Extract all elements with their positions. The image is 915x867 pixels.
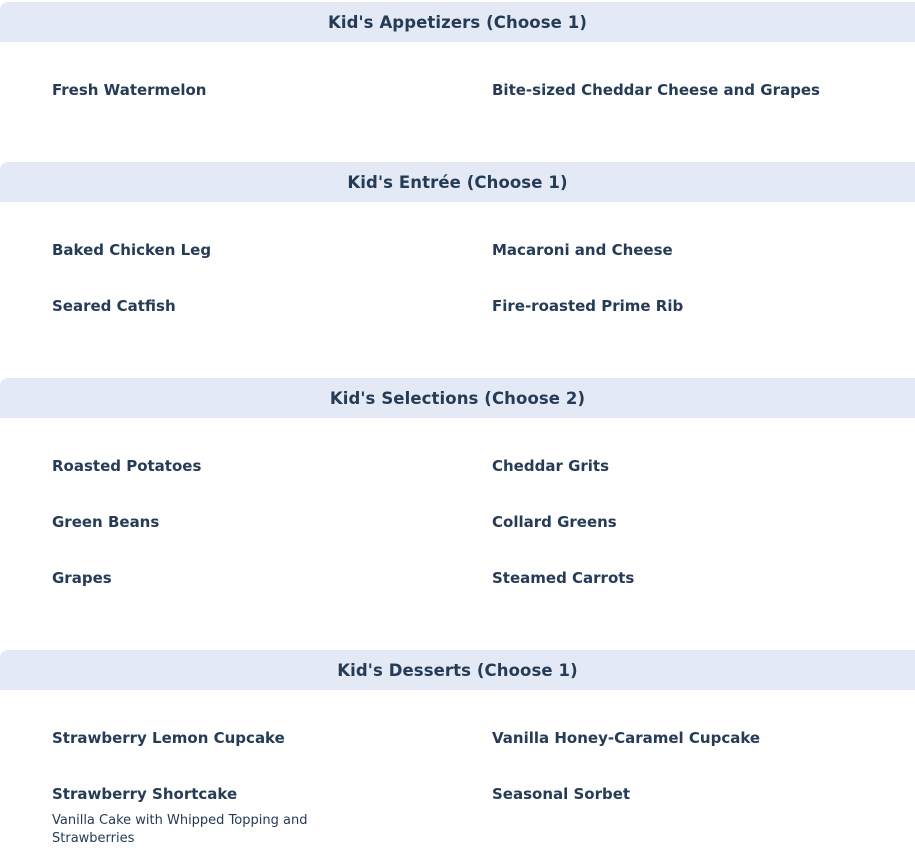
section-header: Kid's Desserts (Choose 1) [0,650,915,690]
section-header: Kid's Selections (Choose 2) [0,378,915,418]
menu-item: Fresh Watermelon [52,81,207,99]
menu-item: Steamed Carrots [492,569,635,587]
section-header: Kid's Appetizers (Choose 1) [0,2,915,42]
menu-item: Bite-sized Cheddar Cheese and Grapes [492,81,820,99]
menu-item: Green Beans [52,513,160,531]
menu-item: Baked Chicken Leg [52,241,212,259]
menu-item: Seasonal Sorbet [492,785,631,803]
menu-item: Collard Greens [492,513,617,531]
menu-item: Strawberry Shortcake [52,785,238,803]
section-header: Kid's Entrée (Choose 1) [0,162,915,202]
menu-item: Vanilla Honey-Caramel Cupcake [492,729,761,747]
menu-item: Roasted Potatoes [52,457,202,475]
menu-item: Macaroni and Cheese [492,241,673,259]
menu-item: Seared Catfish [52,297,176,315]
menu-item: Grapes [52,569,112,587]
menu-item: Cheddar Grits [492,457,610,475]
menu-item: Strawberry Lemon Cupcake [52,729,285,747]
menu-item-description: Vanilla Cake with Whipped Topping and Strawberries [52,813,308,846]
menu-item: Fire-roasted Prime Rib [492,297,684,315]
